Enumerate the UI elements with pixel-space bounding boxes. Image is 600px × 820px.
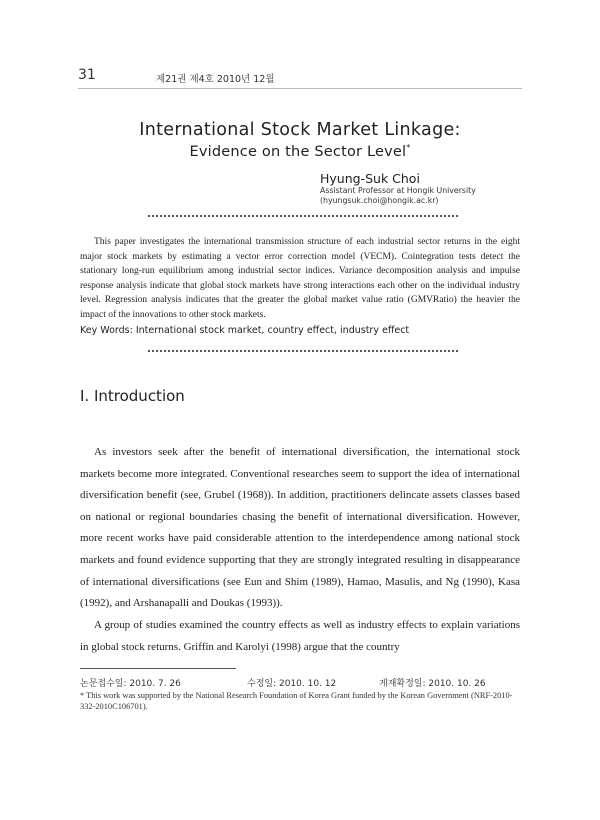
received-date: 논문접수일: 2010. 7. 26: [80, 679, 181, 689]
author-email: (hyungsuk.choi@hongik.ac.kr): [320, 196, 439, 205]
paper-title-line-2: [78, 143, 522, 160]
body-paragraph-2: A group of studies examined the country effects as well as industry effects to explain variations in global stock returns. Griffin and Karolyi (1998) argue that the country: [80, 619, 520, 653]
footnote-rule: [80, 668, 236, 669]
title-footnote-mark: *: [406, 143, 411, 152]
paper-title-text-2: Evidence on the Sector Level: [189, 144, 407, 160]
abstract-top-rule: [148, 215, 458, 217]
author-position: Assistant Professor at Hongik University: [320, 186, 476, 195]
page-number: 31: [78, 67, 96, 83]
paper-title-text-1: International Stock Market Linkage:: [139, 120, 461, 140]
author-block: [320, 171, 530, 206]
abstract-bottom-rule: [148, 350, 458, 352]
body-paragraph-1: As investors seek after the benefit of international diversification, the international stock markets become more integrated. Conventional researches seem to support the idea of international diversification benefit (see, Grubel (1968)). In addition, practitioners delincate assets classes based on national or regional boundaries chasing the benefit of international diversification. However, more recent works have paid considerable attention to the interdependence among national stock markets and found evidence supporting that they are strongly integrated resulting in disappearance of international diversifications (see Eun and Shim (1989), Hamao, Masulis, and Ng (1990), Kasa (1992), and Arshanapalli and Doukas (1993)).: [80, 446, 520, 610]
accepted-date: 게재확정일: 2010. 10. 26: [379, 679, 486, 689]
author-name: Hyung-Suk Choi: [320, 171, 420, 186]
paper-title-line-1: [78, 120, 522, 140]
section-heading: Ⅰ. Introduction: [80, 387, 185, 405]
funding-footnote: * This work was supported by the National Research Foundation of Korea Grant funded by the Korean Government (NRF-2010-332-2010C106701).: [80, 691, 513, 711]
keywords: Key Words: International stock market, country effect, industry effect: [80, 325, 410, 336]
journal-info: 제21권 제4호 2010년 12월: [156, 74, 275, 85]
revised-date: 수정일: 2010. 10. 12: [247, 679, 337, 689]
page-header: [78, 67, 522, 87]
header-rule: [78, 88, 522, 89]
abstract-text: This paper investigates the international transmission structure of each industrial sector returns in the eight major stock markets by estimating a vector error correction model (VECM). Cointegration tests detect the stationary long-run equilibrium among industrial sector indices. Variance decomposition analysis and impulse response analysis indicate that global stock markets have strong interactions each other on the individual industry level. Regression analysis indicates that the greater the global market value ratio (GMVRatio) the heavier the impact of the innovations to other stock markets.: [80, 237, 520, 320]
